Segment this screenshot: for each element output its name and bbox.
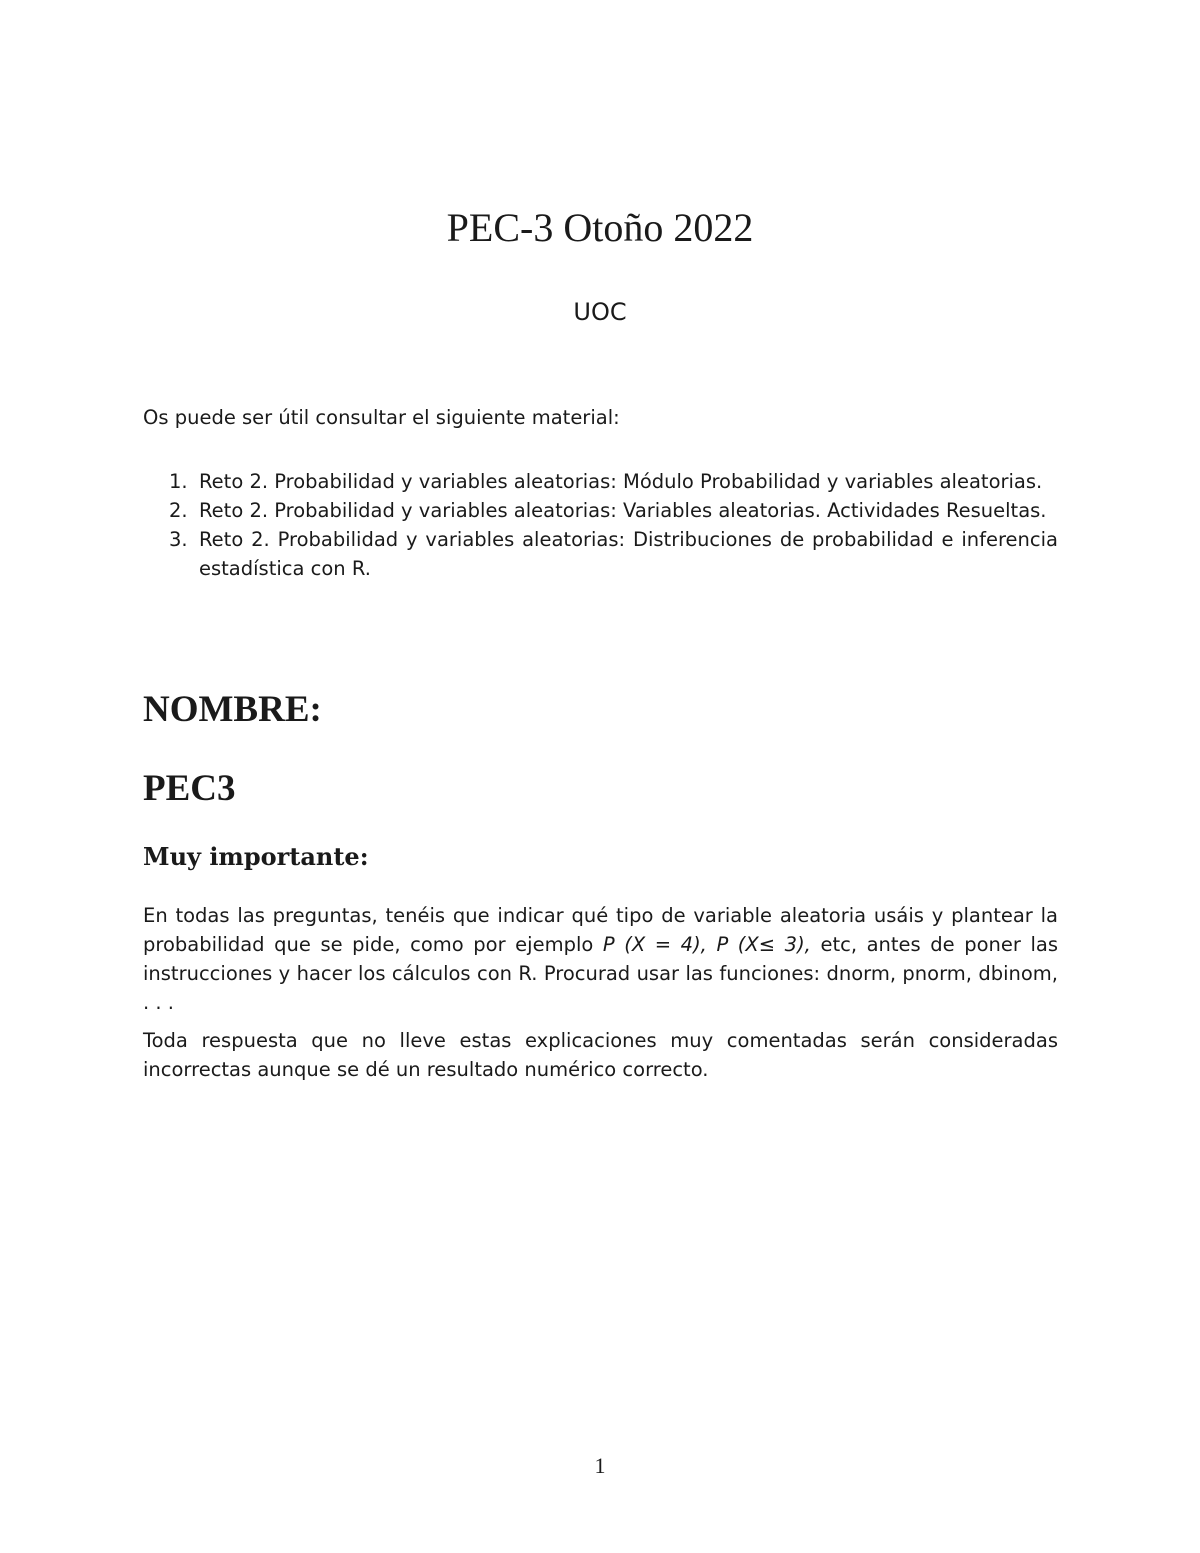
heading-nombre: NOMBRE: (143, 689, 322, 730)
warning-paragraph: Toda respuesta que no lleve estas explicaciones muy comentadas serán consideradas incorrectas aunque se dé un resultado numérico correcto. (143, 1029, 1058, 1081)
list-item (143, 496, 1058, 525)
math-expression-1: P (X = 4), (602, 933, 707, 956)
document-title: PEC-3 Otoño 2022 (446, 205, 754, 250)
document-author: UOC (573, 298, 627, 326)
heading-pec: PEC3 (143, 768, 236, 809)
list-item (143, 525, 1058, 583)
heading-important: Muy importante: (143, 842, 369, 871)
list-item (143, 467, 1058, 496)
instructions-text-end: etc, antes de poner las instrucciones y hacer los cálculos con R. Procurad usar las funciones: dnorm, pnorm, dbinom, . . . (143, 933, 1059, 1014)
list-item-number: 1. (169, 470, 188, 493)
page-number: 1 (594, 1453, 606, 1478)
list-item-text: Reto 2. Probabilidad y variables aleatorias: Variables aleatorias. Actividades Resueltas. (199, 499, 1047, 522)
list-item-text: Reto 2. Probabilidad y variables aleatorias: Módulo Probabilidad y variables aleatorias. (199, 470, 1043, 493)
list-item-number: 2. (169, 499, 188, 522)
intro-text: Os puede ser útil consultar el siguiente material: (143, 406, 620, 429)
math-expression-2: P (X≤ 3), (716, 933, 811, 956)
material-list (143, 467, 1058, 583)
list-item-number: 3. (169, 528, 188, 551)
instructions-paragraph (143, 901, 1058, 1017)
instructions-text-start: En todas las preguntas, tenéis que indicar qué tipo de variable aleatoria usáis y plantear la probabilidad que se pide, como por ejemplo (143, 904, 1058, 956)
list-item-text: Reto 2. Probabilidad y variables aleatorias: Distribuciones de probabilidad e inferencia estadística con R. (199, 528, 1058, 580)
